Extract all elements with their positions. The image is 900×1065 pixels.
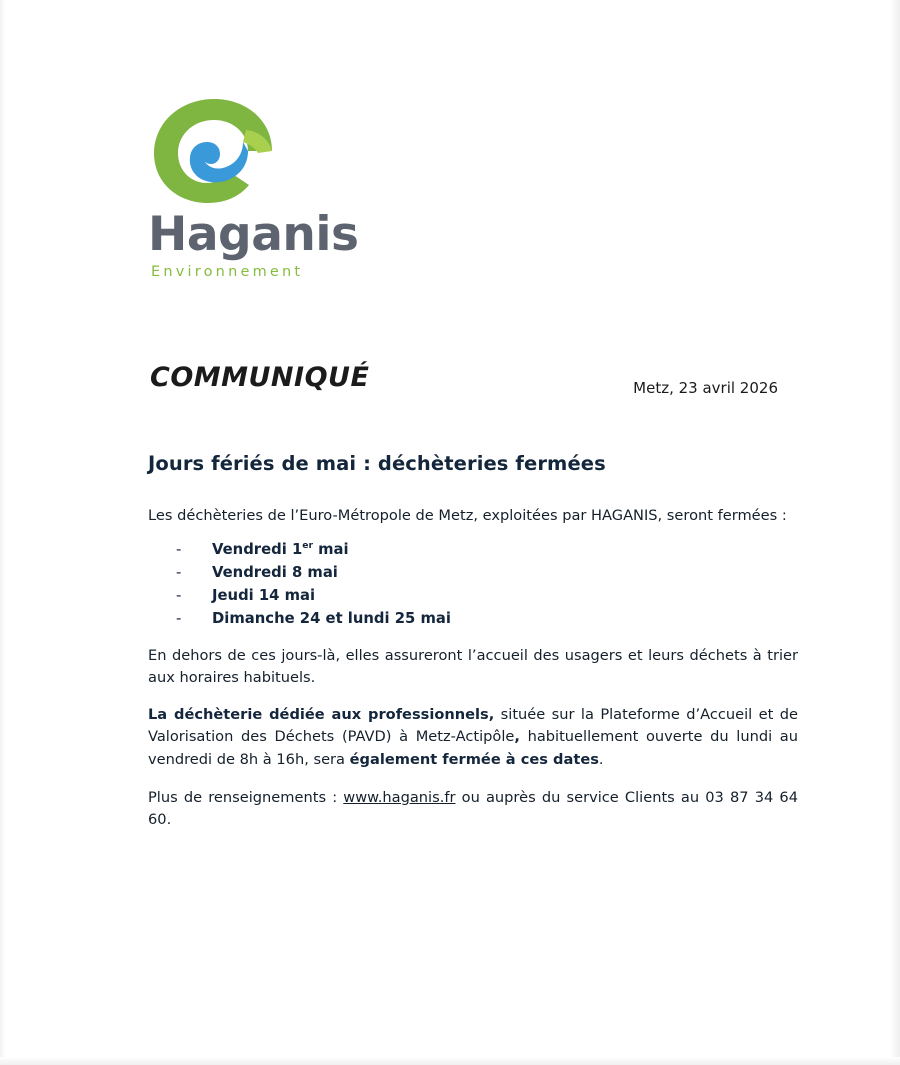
pro-bold-end: également fermée à ces dates <box>349 750 599 768</box>
document-type-heading: COMMUNIQUÉ <box>150 362 370 393</box>
haganis-logo-icon <box>148 95 280 205</box>
logo-tagline: Environnement <box>151 264 304 280</box>
regular-hours-paragraph: En dehors de ces jours-là, elles assureront l’accueil des usagers et leurs déchets à trier aux horaires habituels. <box>148 646 798 687</box>
scan-edge-right <box>890 0 900 1065</box>
scan-edge-bottom <box>0 1057 900 1065</box>
intro-paragraph: Les déchèteries de l’Euro-Métropole de Metz, exploitées par HAGANIS, seront fermées : <box>148 507 787 524</box>
info-text-after: ou auprès du service Clients au 03 87 34 64 60. <box>148 788 798 828</box>
haganis-logo <box>148 95 448 280</box>
pro-text-1: située sur la Plateforme d’Accueil et de Valorisation des Déchets (PAVD) à Metz-Actipôle <box>148 706 798 746</box>
document-body <box>148 452 798 847</box>
info-text-before: Plus de renseignements : <box>148 788 344 806</box>
professional-facility-paragraph <box>148 704 798 771</box>
more-info-paragraph <box>148 787 798 831</box>
closed-dates-list <box>148 539 798 631</box>
list-item-label: Vendredi 1 <box>212 541 303 559</box>
list-item <box>176 608 798 631</box>
scan-edge-left <box>0 0 6 1065</box>
haganis-website-link[interactable]: www.haganis.fr <box>343 788 456 806</box>
list-bullet: - <box>176 564 182 582</box>
pro-bold-lead: La déchèterie dédiée aux professionnels, <box>148 706 495 724</box>
list-item-label: Jeudi 14 mai <box>212 587 316 605</box>
pro-text-tail: . <box>598 750 604 768</box>
list-bullet: - <box>176 609 182 627</box>
ordinal-suffix: er <box>302 540 313 552</box>
list-item-label: Vendredi 8 mai <box>212 564 338 582</box>
list-bullet: - <box>176 541 182 559</box>
list-bullet: - <box>176 587 182 605</box>
page-title: Jours fériés de mai : déchèteries fermées <box>148 452 606 475</box>
list-item <box>176 539 798 562</box>
list-item <box>176 585 798 608</box>
list-item-label-tail: mai <box>312 541 349 559</box>
list-item <box>176 562 798 585</box>
pro-text-2: habituellement ouverte du lundi au vendredi de 8h à 16h, sera <box>148 728 798 768</box>
pro-bold-comma: , <box>514 728 520 746</box>
place-and-date: Metz, 23 avril 2026 <box>633 379 778 397</box>
list-item-label: Dimanche 24 et lundi 25 mai <box>212 609 451 627</box>
logo-wordmark: Haganis <box>148 207 359 262</box>
